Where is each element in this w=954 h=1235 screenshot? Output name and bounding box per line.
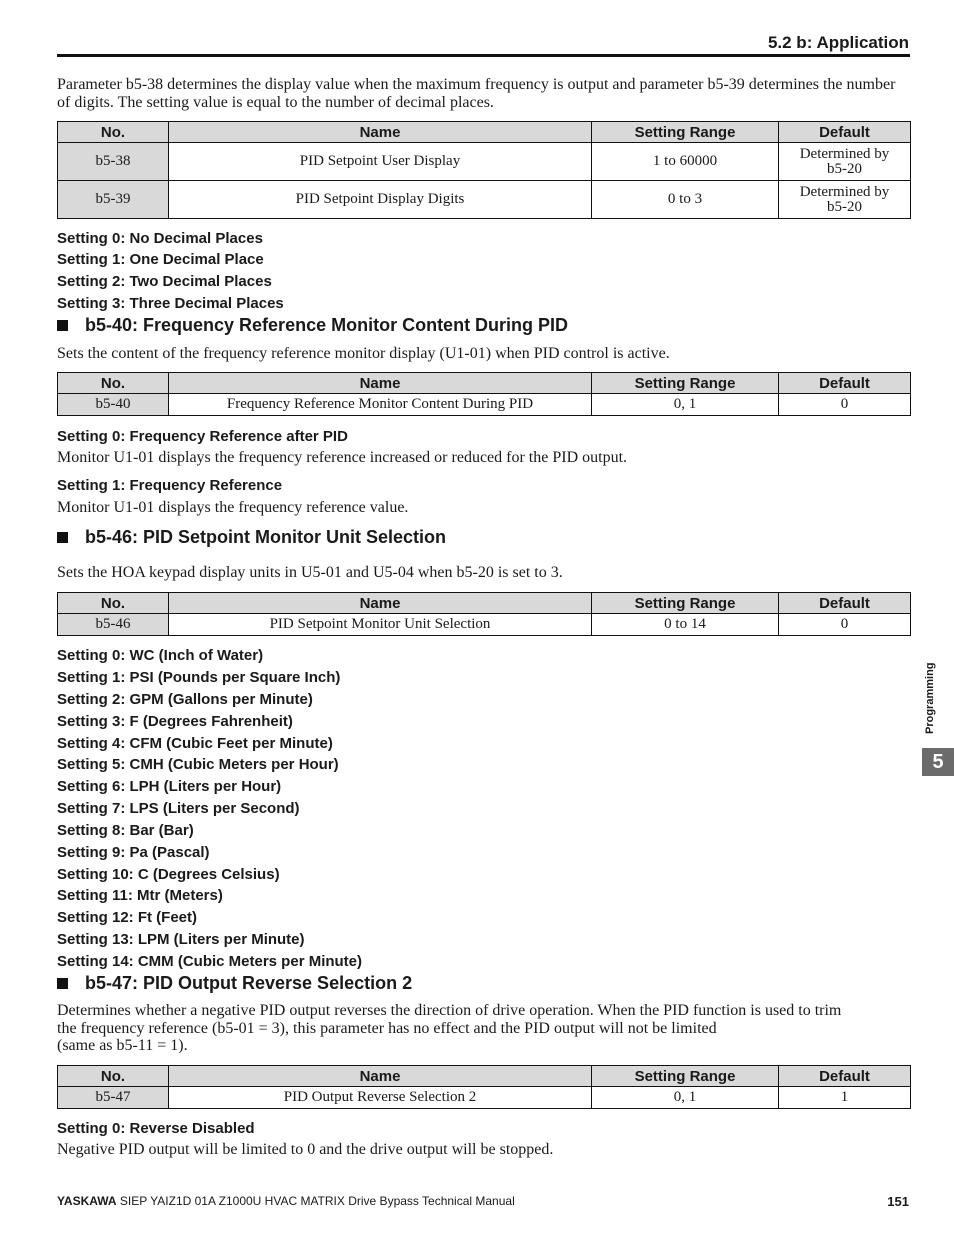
col-header-default: Default — [779, 1066, 911, 1087]
chapter-tab-label: Programming — [924, 662, 936, 734]
heading-b5-47-text: b5-47: PID Output Reverse Selection 2 — [85, 973, 413, 993]
parameter-table-b5-46 — [57, 592, 911, 636]
heading-b5-47 — [57, 973, 412, 994]
parameter-table-b5-38-39 — [57, 121, 911, 219]
b5-47-paragraph-line-3: (same as b5-11 = 1). — [57, 1037, 188, 1054]
b5-46-paragraph: Sets the HOA keypad display units in U5-01 and U5-04 when b5-20 is set to 3. — [57, 564, 563, 581]
b5-47-paragraph — [57, 1002, 910, 1055]
footer-doc-title: SIEP YAIZ1D 01A Z1000U HVAC MATRIX Drive Bypass Technical Manual — [116, 1194, 515, 1208]
chapter-tab-number: 5 — [922, 748, 954, 776]
default-line-1: Determined by — [799, 183, 890, 200]
unit-setting-4: Setting 4: CFM (Cubic Feet per Minute) — [57, 735, 333, 752]
param-default: 1 — [779, 1087, 911, 1109]
param-range: 1 to 60000 — [592, 143, 779, 181]
col-header-no: No. — [58, 593, 169, 614]
param-name: PID Setpoint User Display — [169, 143, 592, 181]
b5-40-setting-1-title: Setting 1: Frequency Reference — [57, 477, 283, 494]
unit-setting-10: Setting 10: C (Degrees Celsius) — [57, 866, 280, 883]
parameter-table-b5-47 — [57, 1065, 911, 1109]
default-line-2: b5-20 — [827, 160, 862, 177]
col-header-range: Setting Range — [592, 122, 779, 143]
col-header-range: Setting Range — [592, 593, 779, 614]
param-no: b5-40 — [58, 394, 169, 416]
b5-47-setting-0-text: Negative PID output will be limited to 0 and the drive output will be stopped. — [57, 1141, 554, 1158]
col-header-default: Default — [779, 122, 911, 143]
table-row — [58, 394, 911, 416]
col-header-name: Name — [169, 593, 592, 614]
param-default: 0 — [779, 614, 911, 636]
col-header-name: Name — [169, 373, 592, 394]
col-header-range: Setting Range — [592, 1066, 779, 1087]
bullet-square-icon — [57, 978, 68, 989]
setting-digits-3: Setting 3: Three Decimal Places — [57, 295, 284, 312]
unit-setting-0: Setting 0: WC (Inch of Water) — [57, 647, 264, 664]
col-header-no: No. — [58, 1066, 169, 1087]
unit-setting-5: Setting 5: CMH (Cubic Meters per Hour) — [57, 756, 339, 773]
setting-digits-2: Setting 2: Two Decimal Places — [57, 273, 272, 290]
param-range: 0 to 14 — [592, 614, 779, 636]
param-default — [779, 181, 911, 219]
footer-document — [57, 1194, 515, 1208]
col-header-range: Setting Range — [592, 373, 779, 394]
bullet-square-icon — [57, 320, 68, 331]
param-no: b5-39 — [58, 181, 169, 219]
b5-40-setting-0-text: Monitor U1-01 displays the frequency reference increased or reduced for the PID output. — [57, 449, 628, 466]
param-range: 0 to 3 — [592, 181, 779, 219]
heading-b5-46 — [57, 527, 446, 548]
table-row — [58, 614, 911, 636]
b5-40-setting-1-text: Monitor U1-01 displays the frequency reference value. — [57, 499, 409, 516]
header-rule — [57, 54, 910, 57]
intro-paragraph: Parameter b5-38 determines the display value when the maximum frequency is output and parameter b5-39 determines the number of digits. The setting value is equal to the number of decimal places. — [57, 76, 896, 111]
b5-40-paragraph: Sets the content of the frequency reference monitor display (U1-01) when PID control is active. — [57, 345, 670, 362]
setting-digits-0: Setting 0: No Decimal Places — [57, 230, 263, 247]
param-name: PID Output Reverse Selection 2 — [169, 1087, 592, 1109]
unit-setting-13: Setting 13: LPM (Liters per Minute) — [57, 931, 305, 948]
default-line-1: Determined by — [799, 145, 890, 162]
param-range: 0, 1 — [592, 394, 779, 416]
unit-setting-1: Setting 1: PSI (Pounds per Square Inch) — [57, 669, 341, 686]
b5-40-setting-0-title: Setting 0: Frequency Reference after PID — [57, 428, 348, 445]
param-no: b5-38 — [58, 143, 169, 181]
unit-setting-9: Setting 9: Pa (Pascal) — [57, 844, 210, 861]
section-header: 5.2 b: Application — [767, 33, 909, 52]
table-row — [58, 1087, 911, 1109]
unit-setting-6: Setting 6: LPH (Liters per Hour) — [57, 778, 282, 795]
param-range: 0, 1 — [592, 1087, 779, 1109]
heading-b5-40-text: b5-40: Frequency Reference Monitor Content During PID — [85, 315, 569, 335]
unit-setting-11: Setting 11: Mtr (Meters) — [57, 887, 223, 904]
default-line-2: b5-20 — [827, 198, 862, 215]
page-number: 151 — [887, 1194, 909, 1209]
b5-47-setting-0-title: Setting 0: Reverse Disabled — [57, 1120, 255, 1137]
parameter-table-b5-40 — [57, 372, 911, 416]
bullet-square-icon — [57, 532, 68, 543]
footer-brand: YASKAWA — [57, 1194, 117, 1208]
col-header-name: Name — [169, 122, 592, 143]
param-default — [779, 143, 911, 181]
unit-setting-8: Setting 8: Bar (Bar) — [57, 822, 194, 839]
table-row — [58, 143, 911, 181]
b5-47-paragraph-line-1: Determines whether a negative PID output reverses the direction of drive operation. When the PID function is used to trim — [57, 1002, 842, 1019]
col-header-no: No. — [58, 122, 169, 143]
col-header-no: No. — [58, 373, 169, 394]
heading-b5-46-text: b5-46: PID Setpoint Monitor Unit Selection — [85, 527, 447, 547]
b5-47-paragraph-line-2: the frequency reference (b5-01 = 3), this parameter has no effect and the PID output will not be limited — [57, 1019, 717, 1037]
param-name: PID Setpoint Display Digits — [169, 181, 592, 219]
param-name: Frequency Reference Monitor Content During PID — [169, 394, 592, 416]
unit-setting-12: Setting 12: Ft (Feet) — [57, 909, 198, 926]
col-header-name: Name — [169, 1066, 592, 1087]
table-row — [58, 181, 911, 219]
heading-b5-40 — [57, 315, 568, 336]
param-no: b5-46 — [58, 614, 169, 636]
unit-setting-2: Setting 2: GPM (Gallons per Minute) — [57, 691, 313, 708]
unit-setting-14: Setting 14: CMM (Cubic Meters per Minute) — [57, 953, 363, 970]
setting-digits-1: Setting 1: One Decimal Place — [57, 251, 264, 268]
param-no: b5-47 — [58, 1087, 169, 1109]
param-name: PID Setpoint Monitor Unit Selection — [169, 614, 592, 636]
param-default: 0 — [779, 394, 911, 416]
col-header-default: Default — [779, 593, 911, 614]
unit-setting-7: Setting 7: LPS (Liters per Second) — [57, 800, 300, 817]
unit-setting-3: Setting 3: F (Degrees Fahrenheit) — [57, 713, 293, 730]
col-header-default: Default — [779, 373, 911, 394]
